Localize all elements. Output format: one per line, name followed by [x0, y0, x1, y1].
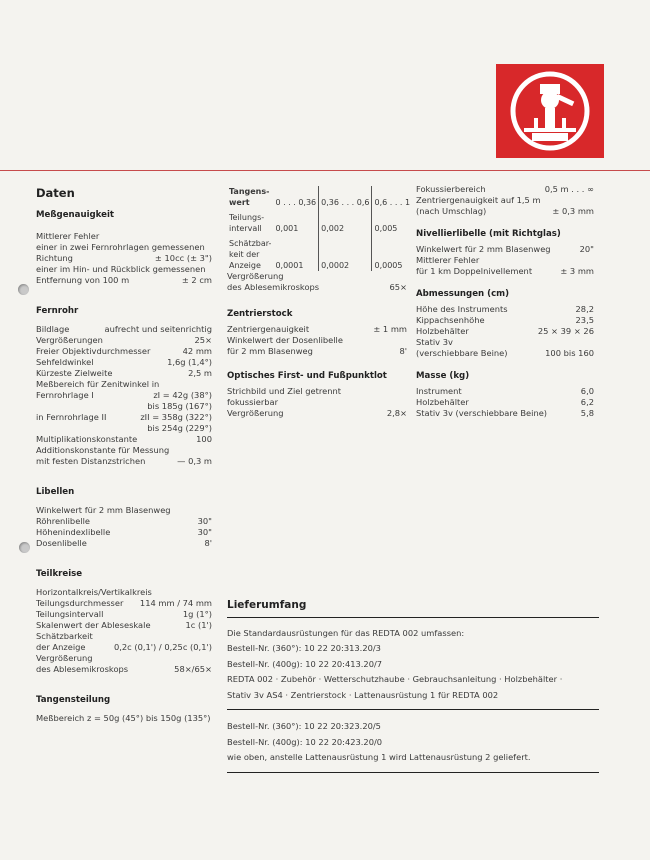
text-line: Vergrößerung: [227, 271, 284, 281]
text-line: Schätzbarkeit: [36, 631, 93, 641]
spec-row: bis 185g (167°): [147, 401, 212, 411]
spec-row: Holzbehälter 25 × 39 × 26: [416, 326, 594, 336]
page-title: Daten: [36, 186, 75, 200]
spec-row: Zentriergenauigkeit ± 1 mm: [227, 324, 407, 334]
text-line: Meßbereich für Zenitwinkel in: [36, 379, 160, 389]
spec-row: Kürzeste Zielweite 2,5 m: [36, 368, 212, 378]
instrument-logo-icon: [496, 64, 604, 158]
spec-row: Höhenindexlibelle 30": [36, 527, 212, 537]
spec-row: Teilungsdurchmesser 114 mm / 74 mm: [36, 598, 212, 608]
brand-logo: [496, 64, 604, 158]
spec-row: für 2 mm Blasenweg 8': [227, 346, 407, 356]
spec-row: Sehfeldwinkel 1,6g (1,4°): [36, 357, 212, 367]
section-heading: Meßgenauigkeit: [36, 210, 115, 220]
order-number: Bestell-Nr. (400g): 10 22 20:423.20/0: [227, 736, 383, 747]
text-line: Zentriergenauigkeit auf 1,5 m: [416, 195, 541, 205]
spec-row: Stativ 3v (verschiebbare Beine) 5,8: [416, 408, 594, 418]
text-line: Additionskonstante für Messung: [36, 445, 170, 455]
text-line: Vergrößerung: [36, 653, 93, 663]
spec-row: Vergrößerungen 25×: [36, 335, 212, 345]
column-2: [227, 186, 411, 419]
spec-row: für 1 km Doppelnivellement ± 3 mm: [416, 266, 594, 276]
section-heading: Abmessungen (cm): [416, 289, 510, 299]
table-header: 0 . . . 0,36: [275, 198, 317, 207]
spec-row: Höhe des Instruments 28,2: [416, 304, 594, 314]
spec-row: Vergrößerung 2,8×: [227, 408, 407, 418]
spec-row: des Ablesemikroskops 65×: [227, 282, 407, 292]
table-header: 0,36 . . . 0,6: [319, 186, 372, 208]
lieferumfang-section: [227, 598, 599, 782]
spec-row: Holzbehälter 6,2: [416, 397, 594, 407]
text-line: Winkelwert für 2 mm Blasenweg: [36, 505, 171, 515]
spec-row: Freier Objektivdurchmesser 42 mm: [36, 346, 212, 356]
text-line: einer in zwei Fernrohrlagen gemessenen: [36, 242, 205, 252]
section-heading: Fernrohr: [36, 306, 79, 316]
section-heading: Zentrierstock: [227, 309, 293, 319]
text-line: Die Standardausrüstungen für das REDTA 002 umfassen:: [227, 627, 465, 638]
header-rule: [0, 170, 650, 171]
spec-row: Kippachsenhöhe 23,5: [416, 315, 594, 325]
column-1: [36, 188, 212, 724]
spec-row: Röhrenlibelle 30": [36, 516, 212, 526]
text-line: Meßbereich z = 50g (45°) bis 150g (135°): [36, 713, 211, 723]
order-number: Bestell-Nr. (360°): 10 22 20:313.20/3: [227, 643, 381, 653]
spec-row: der Anzeige 0,2c (0,1') / 0,25c (0,1'): [36, 642, 212, 652]
text-line: Winkelwert der Dosenlibelle: [227, 335, 343, 345]
text-line: Mittlerer Fehler: [416, 255, 480, 265]
text-line: fokussierbar: [227, 397, 279, 407]
section-heading: Masse (kg): [416, 371, 470, 381]
section-heading: Optisches First- und Fußpunktlot: [227, 371, 387, 381]
spec-row: Fokussierbereich 0,5 m . . . ∞: [416, 184, 594, 194]
spec-row: mit festen Distanzstrichen — 0,3 m: [36, 456, 212, 466]
section-heading: Teilkreise: [36, 569, 83, 579]
text-line: Horizontalkreis/Vertikalkreis: [36, 587, 152, 597]
spec-row: Skalenwert der Ableseskale 1c (1'): [36, 620, 212, 630]
spec-row: (verschiebbare Beine) 100 bis 160: [416, 348, 594, 358]
binder-hole-icon: [19, 542, 30, 553]
order-number: Bestell-Nr. (360°): 10 22 20:323.20/5: [227, 721, 381, 731]
text-line: wie oben, anstelle Lattenausrüstung 1 wird Lattenausrüstung 2 geliefert.: [227, 752, 531, 762]
text-line: einer im Hin- und Rückblick gemessenen: [36, 264, 206, 274]
table-row: Schätzbar- keit der Anzeige 0,0001 0,0002 0,0005: [227, 234, 412, 271]
spec-row: Teilungsintervall 1g (1°): [36, 609, 212, 619]
section-heading: Tangensteilung: [36, 695, 111, 705]
spec-row: (nach Umschlag) ± 0,3 mm: [416, 206, 594, 216]
text-line: Strichbild und Ziel getrennt: [227, 386, 342, 396]
spec-row: Richtung ± 10cc (± 3"): [36, 253, 212, 263]
section-heading: Nivellierlibelle (mit Richtglas): [416, 229, 561, 239]
order-number: Bestell-Nr. (400g): 10 22 20:413.20/7: [227, 658, 383, 669]
binder-hole-icon: [18, 284, 29, 295]
section-heading: Lieferumfang: [227, 598, 599, 618]
spec-row: Bildlage aufrecht und seitenrichtig: [36, 324, 212, 334]
spec-row: Dosenlibelle 8': [36, 538, 212, 548]
text-line: Stativ 3v AS4 · Zentrierstock · Lattenausrüstung 1 für REDTA 002: [227, 689, 499, 700]
spec-row: des Ablesemikroskops 58×/65×: [36, 664, 212, 674]
text-line: Stativ 3v: [416, 337, 453, 347]
tangens-table: Tangens- wert 0 . . . 0,36 0,36 . . . 0,6 0,6 . . . 1 Teilungs- intervall 0,001 0,002 0,005 Schätzbar- keit der Anzeige 0,0001 0,0002 0,0005: [229, 187, 411, 270]
text-line: REDTA 002 · Zubehör · Wetterschutzhaube · Gebrauchsanleitung · Holzbehälter ·: [227, 674, 563, 684]
table-row: Teilungs- intervall 0,001 0,002 0,005: [227, 208, 412, 234]
divider: [227, 709, 599, 710]
spec-row: Instrument 6,0: [416, 386, 594, 396]
table-header: 0,6 . . . 1: [372, 186, 412, 208]
section-heading: Libellen: [36, 487, 75, 497]
spec-row: Fernrohrlage I zI = 42g (38°): [36, 390, 212, 400]
spec-row: in Fernrohrlage II zII = 358g (322°): [36, 412, 212, 422]
divider: [227, 772, 599, 773]
spec-row: bis 254g (229°): [147, 423, 212, 433]
text-line: Mittlerer Fehler: [36, 231, 100, 241]
spec-row: Winkelwert für 2 mm Blasenweg 20": [416, 244, 594, 254]
spec-row: Entfernung von 100 m ± 2 cm: [36, 275, 212, 285]
spec-row: Multiplikationskonstante 100: [36, 434, 212, 444]
column-3: [416, 184, 594, 419]
